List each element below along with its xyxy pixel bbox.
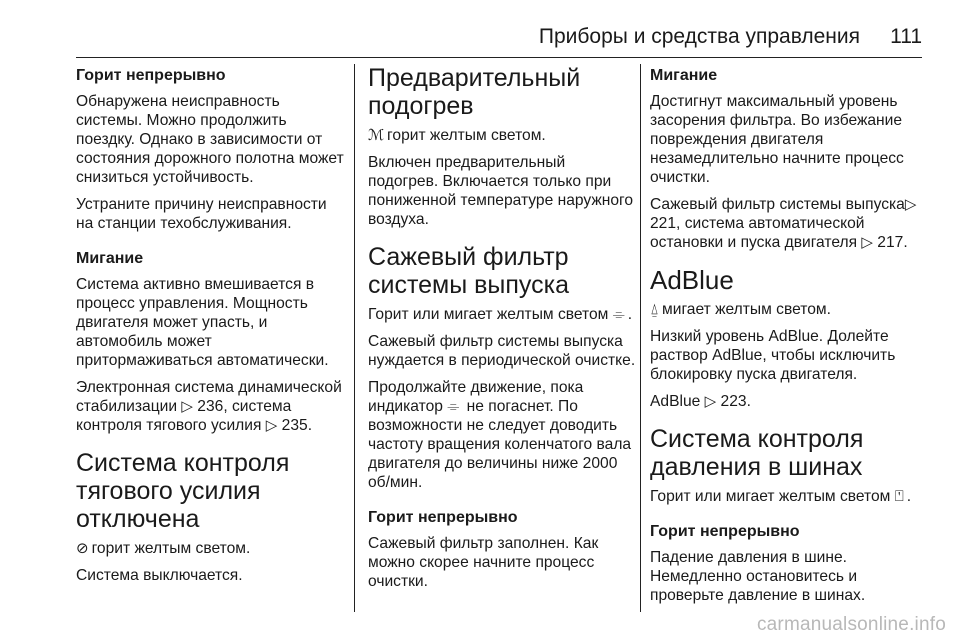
header-divider — [76, 57, 922, 58]
adblue-icon: ⍙ — [650, 301, 660, 318]
ref-arrow-icon: ▷ — [265, 417, 278, 434]
paragraph: Обнаружена неисправность системы. Можно продолжить поездку. Однако в зависимости от состояния дорожного полотна может снизиться устойчивость. — [76, 93, 344, 186]
paragraph: Устраните причину неисправности на станции техобслуживания. — [76, 196, 327, 232]
paragraph: ℳ горит желтым светом. — [368, 127, 546, 144]
section-title-preheat: Предварительный подогрев — [368, 64, 581, 120]
dpf-icon: ⌯ — [447, 398, 460, 415]
ref-arrow-icon: ▷ — [861, 234, 873, 251]
subheading-steady: Горит непрерывно — [76, 67, 226, 84]
ref-arrow-icon: ▷ — [904, 196, 917, 213]
paragraph: Система активно вмешивается в процесс управления. Мощность двигателя может упасть, и автомобиль может притормаживаться автоматически. — [76, 276, 329, 369]
subheading-steady: Горит непрерывно — [368, 509, 518, 526]
page-ref[interactable]: 221 — [650, 215, 677, 232]
paragraph: Включен предварительный подогрев. Включается только при пониженной температуре наружного воздуха. — [368, 154, 634, 228]
paragraph: Горит или мигает желтым светом ⍞ . — [650, 488, 912, 505]
paragraph: Сажевый фильтр заполнен. Как можно скорее начните процесс очистки. — [368, 535, 599, 590]
paragraph-with-refs: Сажевый фильтр системы выпуска▷ 221, система автоматической остановки и пуска двигателя ▷ 217. — [650, 196, 917, 251]
page-number: 111 — [890, 25, 922, 48]
page-ref[interactable]: 223 — [720, 393, 747, 410]
column-3 — [650, 64, 922, 612]
page-ref[interactable]: 217 — [877, 234, 904, 251]
paragraph: Горит или мигает желтым светом ⌯ . — [368, 306, 633, 323]
watermark: carmanualsonline.info — [756, 614, 946, 635]
paragraph-with-refs: Электронная система динамической стабилизации ▷ 236, система контроля тягового усилия ▷ 235. — [76, 379, 342, 434]
traction-off-icon: ⊘ — [76, 540, 89, 557]
glow-plug-icon: ℳ — [368, 127, 385, 144]
subheading-blinking: Мигание — [650, 67, 718, 84]
paragraph: Система выключается. — [76, 567, 243, 584]
ref-arrow-icon: ▷ — [704, 393, 717, 410]
ref-arrow-icon: ▷ — [181, 398, 193, 415]
dpf-icon: ⌯ — [612, 306, 625, 323]
column-2 — [368, 64, 636, 612]
paragraph: Достигнут максимальный уровень засорения фильтра. Во избежание повреждения двигателя незамедлительно начните процесс очистки. — [650, 93, 904, 186]
page-header — [0, 24, 960, 56]
section-title-traction-off: Система контроля тягового усилия отключена — [76, 449, 290, 533]
paragraph: Продолжайте движение, пока индикатор ⌯ не погаснет. По возможности не следует доводить частоту вращения коленчатого вала двигателя до величины ниже 2000 об/мин. — [368, 379, 632, 491]
paragraph-with-ref: AdBlue ▷ 223. — [650, 393, 751, 410]
paragraph: Сажевый фильтр системы выпуска нуждается в периодической очистке. — [368, 333, 636, 369]
paragraph: ⍙ мигает желтым светом. — [650, 301, 831, 318]
page-header-title: Приборы и средства управления — [538, 25, 860, 48]
column-divider-2 — [640, 64, 641, 612]
section-title-dpf: Сажевый фильтр системы выпуска — [368, 243, 570, 299]
section-title-tpms: Система контроля давления в шинах — [650, 425, 864, 481]
subheading-blinking: Мигание — [76, 250, 144, 267]
paragraph: Падение давления в шине. Немедленно остановитесь и проверьте давление в шинах. — [650, 549, 866, 604]
tpms-icon: ⍞ — [894, 488, 904, 505]
column-divider-1 — [354, 64, 355, 612]
section-title-adblue: AdBlue — [650, 265, 734, 295]
column-1 — [76, 64, 344, 612]
paragraph: ⊘ горит желтым светом. — [76, 540, 251, 557]
page-ref[interactable]: 236 — [197, 398, 224, 415]
subheading-steady: Горит непрерывно — [650, 523, 800, 540]
paragraph: Низкий уровень AdBlue. Долейте раствор AdBlue, чтобы исключить блокировку пуска двигателя. — [650, 328, 896, 383]
page-ref[interactable]: 235 — [281, 417, 308, 434]
